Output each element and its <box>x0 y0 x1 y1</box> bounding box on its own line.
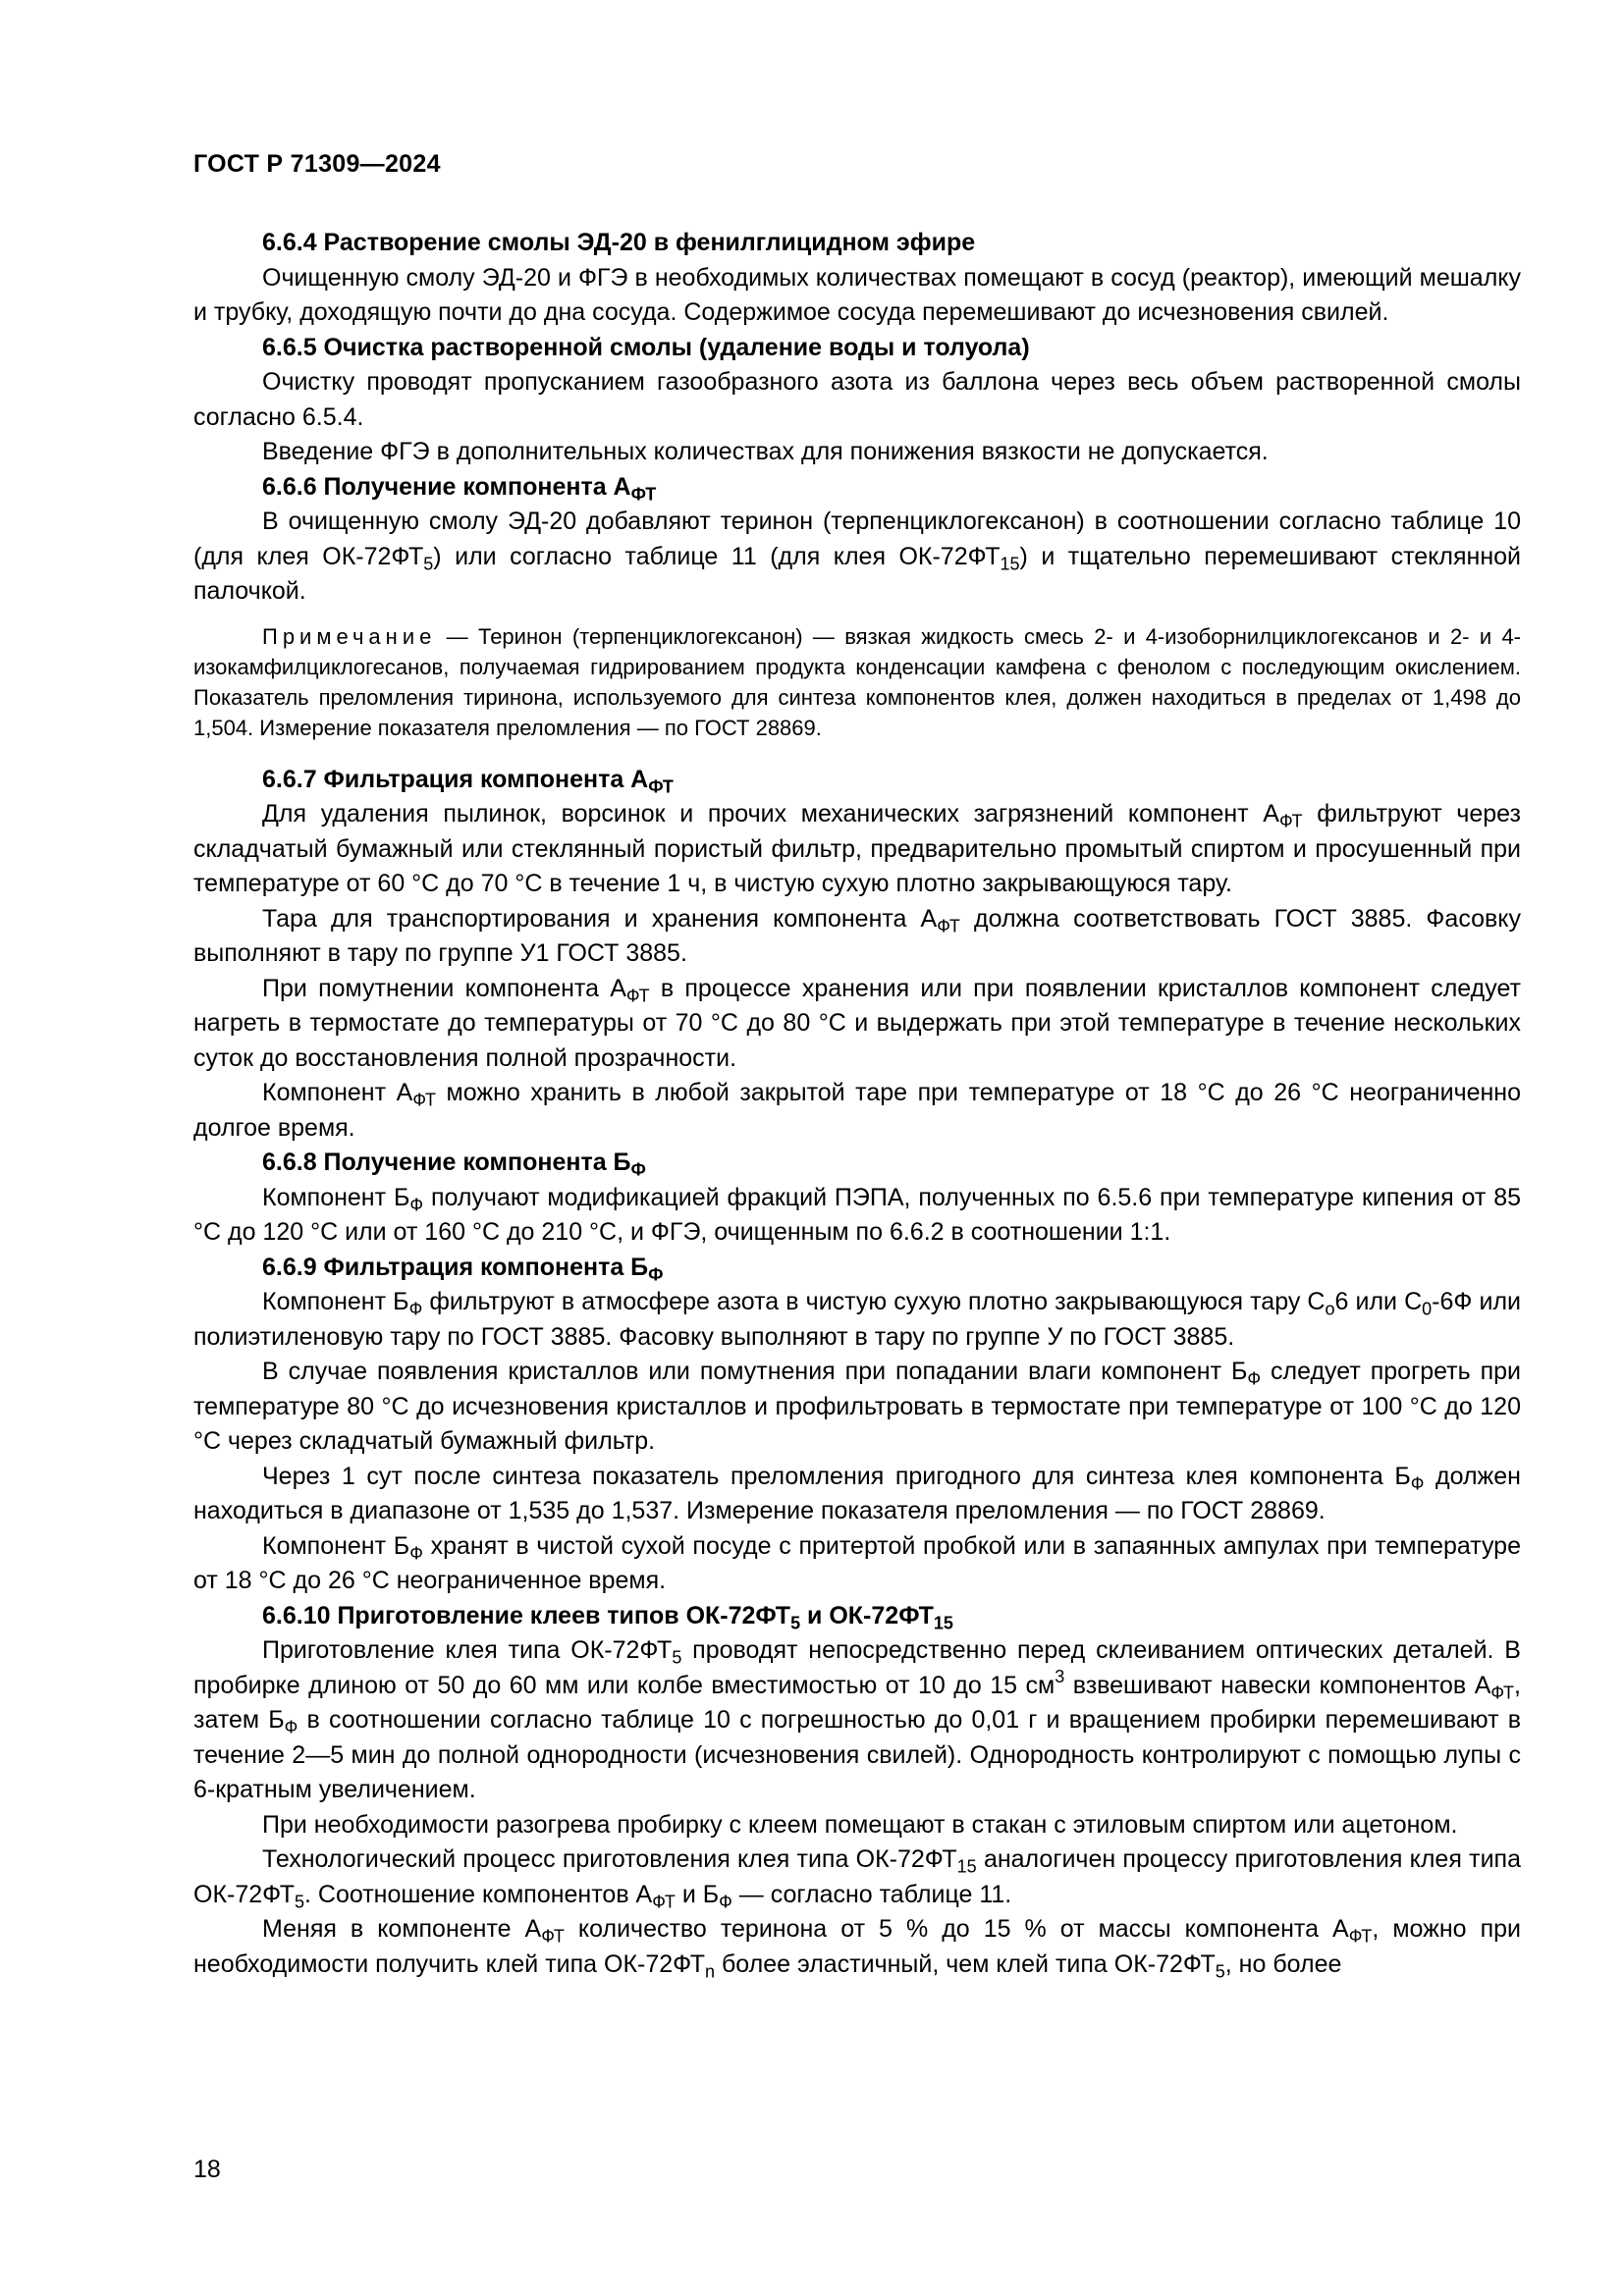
section-heading-6-6-9: 6.6.9 Фильтрация компонента $Б_Ф$ <box>262 1253 664 1284</box>
paragraph: Тара для транспортирования и хранения компонента $А_{ФТ}$ должна соответствовать ГОСТ 3885. Фасовку выполняют в тару по группе У1 ГОСТ 3885. <box>193 904 1521 967</box>
paragraph: Очищенную смолу ЭД-20 и ФГЭ в необходимых количествах помещают в сосуд (реактор), имеющий мешалку и трубку, доходящую почти до дна сосуда. Содержимое сосуда перемешивают до исчезновения свилей. <box>193 263 1521 326</box>
paragraph: Меняя в компоненте $А_{ФТ}$ количество теринона от 5 % до 15 % от массы компонента $А_{ФТ}$, можно при необходимости получить клей типа $ОК-72ФТ_n$ более эластичный, чем клей типа $ОК-72ФТ_5$, но более <box>193 1915 1521 1981</box>
section-heading-6-6-6: 6.6.6 Получение компонента $А_{ФТ}$ <box>262 472 657 504</box>
document-code-header: ГОСТ Р 71309—2024 <box>193 150 441 178</box>
section-heading-6-6-5: 6.6.5 Очистка растворенной смолы (удаление воды и толуола) <box>262 333 1030 361</box>
document-body <box>193 226 1521 1982</box>
paragraph: Компонент $А_{ФТ}$ можно хранить в любой закрытой таре при температуре от 18 °С до 26 °С неограниченно долгое время. <box>193 1079 1522 1142</box>
paragraph: Очистку проводят пропусканием газообразного азота из баллона через весь объем растворенной смолы согласно 6.5.4. <box>193 368 1521 431</box>
paragraph: Для удаления пылинок, ворсинок и прочих механических загрязнений компонент $А_{ФТ}$ фильтруют через складчатый бумажный или стеклянный пористый фильтр, предварительно промытый спиртом и просушенный при температуре от 60 °С до 70 °С в течение 1 ч, в чистую сухую плотно закрывающуюся тару. <box>193 800 1521 897</box>
section-heading-6-6-10: 6.6.10 Приготовление клеев типов $ОК-72ФТ_5$ и $ОК-72ФТ_{15}$ <box>262 1601 953 1632</box>
paragraph: При необходимости разогрева пробирку с клеем помещают в стакан с этиловым спиртом или ацетоном. <box>262 1810 1458 1839</box>
note-text: — Теринон (терпенциклогексанон) — вязкая жидкость смесь 2- и 4-изоборнилциклогексанов и 2- и 4-изокамфилциклогесанов, получаемая гидрированием продукта конденсации камфена с фенолом с последующим окислением. Показатель преломления тиринона, используемого для синтеза компонентов клея, должен находиться в пределах от 1,498 до 1,504. Измерение показателя преломления — по ГОСТ 28869. <box>193 623 1521 740</box>
paragraph: При помутнении компонента $А_{ФТ}$ в процессе хранения или при появлении кристаллов компонент следует нагреть в термостате до температуры от 70 °С до 80 °С и выдержать при этой температуре в течение нескольких суток до восстановления полной прозрачности. <box>193 974 1521 1072</box>
paragraph: Технологический процесс приготовления клея типа $ОК-72ФТ_{15}$ аналогичен процессу приготовления клея типа $ОК-72ФТ_5$. Соотношение компонентов $А_{ФТ}$ и $Б_Ф$ — согласно таблице 11. <box>193 1845 1521 1911</box>
paragraph: Введение ФГЭ в дополнительных количествах для понижения вязкости не допускается. <box>262 438 1269 465</box>
section-heading-6-6-8: 6.6.8 Получение компонента $Б_Ф$ <box>262 1148 646 1180</box>
paragraph: Компонент $Б_Ф$ получают модификацией фракций ПЭПА, полученных по 6.5.6 при температуре кипения от 85 °С до 120 °С или от 160 °С до 210 °С, и ФГЭ, очищенным по 6.6.2 в соотношении 1:1. <box>193 1183 1522 1246</box>
paragraph: Через 1 сут после синтеза показатель преломления пригодного для синтеза клея компонента $Б_Ф$ должен находиться в диапазоне от 1,535 до 1,537. Измерение показателя преломления — по ГОСТ 28869. <box>193 1462 1521 1524</box>
section-heading-6-6-7: 6.6.7 Фильтрация компонента $А_{ФТ}$ <box>262 765 674 796</box>
paragraph: Компонент $Б_Ф$ фильтруют в атмосфере азота в чистую сухую плотно закрывающуюся тару $С_о6$ или $С_0-6Ф$ или полиэтиленовую тару по ГОСТ 3885. Фасовку выполняют в тару по группе У по ГОСТ 3885. <box>193 1288 1521 1351</box>
section-heading-6-6-4: 6.6.4 Растворение смолы ЭД-20 в фенилглицидном эфире <box>262 229 976 256</box>
note-label: Примечание <box>262 623 437 649</box>
paragraph: В очищенную смолу ЭД-20 добавляют теринон (терпенциклогексанон) в соотношении согласно таблице 10 (для клея $ОК-72ФТ_5$) или согласно таблице 11 (для клея $ОК-72ФТ_{15}$) и тщательно перемешивают стеклянной палочкой. <box>193 507 1522 605</box>
paragraph: Приготовление клея типа $ОК-72ФТ_5$ проводят непосредственно перед склеиванием оптических деталей. В пробирке длиною от 50 до 60 мм или колбе вместимостью от 10 до 15 $см^3$ взвешивают навески компонентов $А_{ФТ}$, затем $Б_Ф$ в соотношении согласно таблице 10 с погрешностью до 0,01 г и вращением пробирки перемешивают в течение 2—5 мин до полной однородности (исчезновения свилей). Однородность контролируют с помощью лупы с 6-кратным увеличением. <box>193 1636 1521 1803</box>
paragraph: Компонент $Б_Ф$ хранят в чистой сухой посуде с притертой пробкой или в запаянных ампулах при температуре от 18 °С до 26 °С неограниченное время. <box>193 1531 1521 1594</box>
paragraph: В случае появления кристаллов или помутнения при попадании влаги компонент $Б_Ф$ следует прогреть при температуре 80 °С до исчезновения кристаллов и профильтровать в термостате при температуре от 100 °С до 120 °С через складчатый бумажный фильтр. <box>193 1358 1521 1455</box>
note-block <box>193 621 1521 743</box>
page-number: 18 <box>193 2156 221 2183</box>
